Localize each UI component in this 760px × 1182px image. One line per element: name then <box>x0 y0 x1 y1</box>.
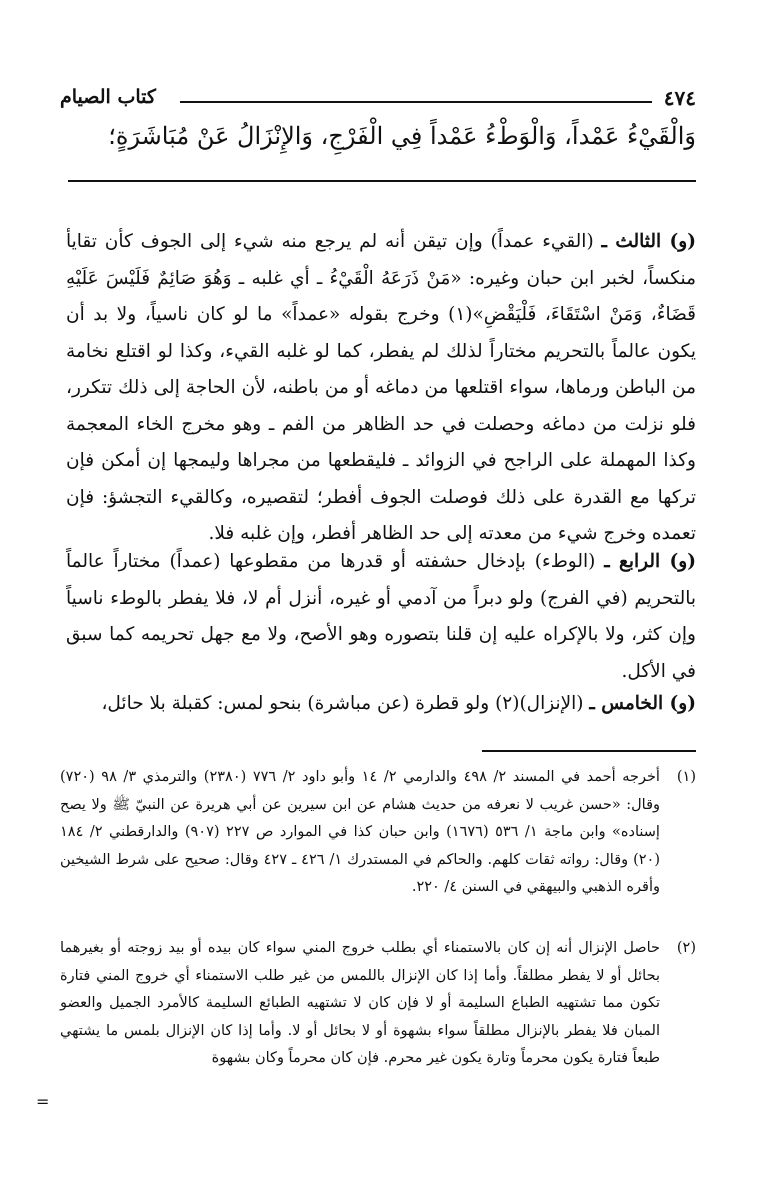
header-rule <box>180 101 652 103</box>
footnote-text: حاصل الإنزال أنه إن كان بالاستمناء أي بطلب خروج المني سواء كان بيده أو بيد زوجته أو بغيرهما بحائل أو لا يفطر مطلقاً. وأما إذا كان الإنزال باللمس من غير طلب الاستمناء أي خروج المني فتارة تكون مما تشتهيه الطباع السليمة أو لا فإن كان لا تشتهيه الطبائع السليمة كالأمرد الجميل والعضو المبان فلا يفطر بالإنزال مطلقاً سواء بشهوة أو لا بحائل أو لا. وأما إذا كان الإنزال بلمس ما يشتهي طبعاً فتارة يكون محرماً وتارة يكون غير محرم. فإن كان محرماً وكان بشهوة <box>60 940 660 1066</box>
footnote-2 <box>60 935 696 1073</box>
paragraph-text: (القيء عمداً) وإن تيقن أنه لم يرجع منه شيء إلى الجوف كأن تقايأ منكساً، لخبر ابن حبان وغيره: «مَنْ ذَرَعَهُ الْقَيْءُ ـ أي غلبه ـ وَهُوَ صَائِمٌ فَلَيْسَ عَلَيْهِ قَضَاءٌ، وَمَنْ اسْتَقَاءَ، فَلْيَقْضِ»(١) وخرج بقوله «عمداً» ما لو كان ناسياً، ولا بد أن يكون عالماً بالتحريم مختاراً لذلك لم يفطر، كما لو غلبه القيء، وكذا لو اقتلع نخامة من الباطن ورماها، سواء اقتلعها من دماغه أو من باطنه، لأن الحاجة إلى ذلك تتكرر، فلو نزلت من دماغه وحصلت في حد الظاهر من الفم ـ وهو مخرج الخاء المعجمة وكذا المهملة على الراجح في الزوائد ـ فليقطعها من مجراها وليمجها إن أمكن فإن تركها مع القدرة على ذلك فوصلت الجوف أفطر؛ لتقصيره، وكالقيء التجشؤ: فإن تعمده وخرج شيء من معدته إلى حد الظاهر أفطر، وإن غلبه فلا. <box>66 231 696 544</box>
continuation-mark: = <box>36 1092 50 1111</box>
footnote-number: (٢) <box>676 940 696 956</box>
footnote-divider <box>482 750 696 752</box>
paragraph-lead: (و) الخامس ـ <box>589 693 696 714</box>
footnote-1 <box>60 764 696 902</box>
paragraph-fourth <box>66 544 696 690</box>
running-header <box>60 86 696 116</box>
paragraph-text: (الإنزال)(٢) ولو قطرة (عن مباشرة) بنحو لمس: كقبلة بلا حائل، <box>101 693 584 714</box>
matn-divider <box>68 180 696 182</box>
footnote-text: أخرجه أحمد في المسند ٢/ ٤٩٨ والدارمي ٢/ ١٤ وأبو داود ٢/ ٧٧٦ (٢٣٨٠) والترمذي ٣/ ٩٨ (٧٢٠) وقال: «حسن غريب لا نعرفه من حديث هشام عن ابن سيرين عن أبي هريرة عن النبيّ ﷺ ولا يصح إسناده» وابن ماجة ١/ ٥٣٦ (١٦٧٦) وابن حبان كذا في الموارد ص ٢٢٧ (٩٠٧) والدارقطني ٢/ ١٨٤ (٢٠) وقال: رواته ثقات كلهم. والحاكم في المستدرك ١/ ٤٢٦ ـ ٤٢٧ وقال: صحيح على شرط الشيخين وأقره الذهبي والبيهقي في السنن ٤/ ٢٢٠. <box>60 769 661 895</box>
paragraph-lead: (و) الثالث ـ <box>601 231 696 252</box>
paragraph-lead: (و) الرابع ـ <box>604 551 696 572</box>
book-title: كتاب الصيام <box>60 86 156 108</box>
page-number: ٤٧٤ <box>663 86 696 110</box>
paragraph-text: (الوطء) بإدخال حشفته أو قدرها من مقطوعها (عمداً) مختاراً عالماً بالتحريم (في الفرج) ولو دبراً من آدمي أو غيره، أنزل أم لا، فلا يفطر بالوطء ناسياً وإن كثر، ولا بالإكراه عليه إن قلنا بتصوره وهو الأصح، ولا مع جهل تحريمه كما سبق في الأكل. <box>66 551 696 682</box>
paragraph-third <box>66 224 696 553</box>
footnote-number: (١) <box>676 769 696 785</box>
paragraph-fifth <box>66 686 696 723</box>
matn-line: وَالْقَيْءُ عَمْداً، وَالْوَطْءُ عَمْداً فِي الْفَرْجِ، وَالإِنْزَالُ عَنْ مُبَاشَرَةٍ؛ <box>108 122 696 150</box>
